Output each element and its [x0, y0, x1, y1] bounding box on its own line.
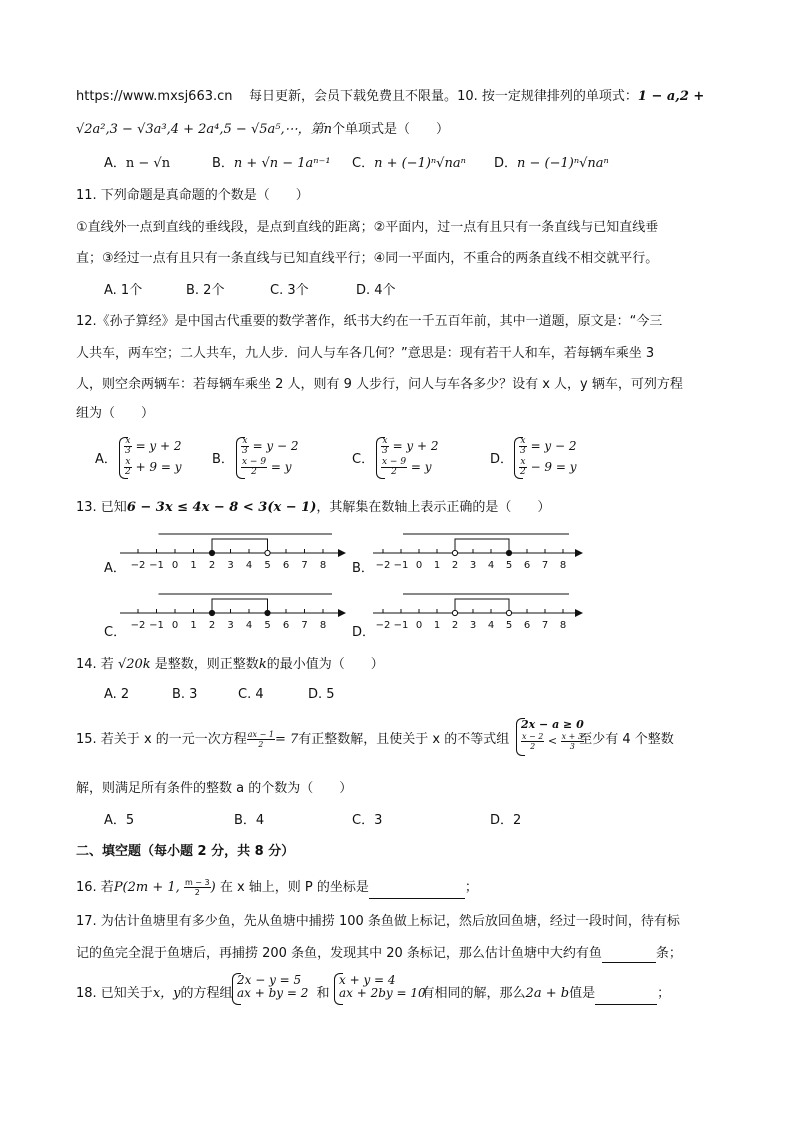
tick-label: 1: [190, 560, 197, 571]
equation-system-1: 2x − y = 5 ax + by = 2: [237, 973, 309, 1000]
open-dot: [452, 550, 457, 555]
tick-label: 8: [319, 620, 327, 631]
tick-label: 8: [319, 560, 327, 571]
solution-interval: [455, 599, 509, 613]
q17-text-1: 17. 为估计鱼塘里有多少鱼，先从鱼塘中捕捞 100 条鱼做上标记，然后放回鱼塘，经过一段时间，待有标: [76, 914, 680, 929]
q11-text-1: ①直线外一点到直线的垂线段，是点到直线的距离；②平面内，过一点有且只有一条直线与已知直线垂: [76, 220, 659, 235]
number-line-d[interactable]: [373, 588, 583, 636]
tick-label: 4: [245, 620, 253, 631]
q16-stem: 16. 若P(2m + 1, $\frac{m - 3}{2}$ ) 在 x 轴上，则 P 的坐标是 ；: [76, 878, 478, 897]
tick-label: 3: [469, 560, 477, 571]
tick-label: 2: [451, 620, 459, 631]
number-line-a[interactable]: [120, 528, 346, 576]
answer-blank-q18[interactable]: [595, 990, 657, 1005]
tick-label: 1: [433, 560, 441, 571]
q10-stem-end: 个单项式是（ ）: [331, 122, 449, 137]
q15-stem: 15. 若关于 x 的一元一次方程 $\frac{ax - 1}{2}$ = 7有正整数解，且使关于 x 的不等式组 至少有 4 个整数: [76, 730, 674, 749]
number-line-c[interactable]: [120, 588, 346, 636]
q15-option-c[interactable]: C．3: [352, 813, 383, 828]
tick-label: 4: [487, 620, 495, 631]
q11-stem: 11. 下列命题是真命题的个数是（ ）: [76, 188, 309, 203]
q14-radical: √20k: [117, 657, 151, 672]
inequality-system: 2x − a ≥ 0 $\frac{x - 2}{2}$ < $\frac{x + 3}{3}$: [521, 718, 584, 751]
solid-dot: [506, 550, 511, 555]
tick-label: −1: [149, 560, 164, 571]
q13-option-a-label[interactable]: A．: [104, 561, 126, 576]
solid-dot: [265, 610, 270, 615]
tick-label: 7: [301, 560, 308, 571]
tick-label: 1: [433, 620, 441, 631]
tick-label: 7: [541, 560, 549, 571]
tick-label: 0: [171, 560, 179, 571]
tick-label: −2: [130, 620, 146, 631]
tick-label: 6: [523, 560, 531, 571]
q15-option-d[interactable]: D．2: [490, 813, 522, 828]
tick-label: 2: [208, 560, 216, 571]
equation-system: $\frac{x}{3}$ = y + 2 $\frac{x}{2}$ + 9 = y: [125, 436, 182, 477]
open-dot: [265, 550, 270, 555]
tick-label: 3: [227, 620, 234, 631]
tick-label: 2: [208, 620, 216, 631]
tick-label: 5: [264, 620, 271, 631]
q11-text-2: 直；③经过一点有且只有一条直线与已知直线平行；④同一平面内，不重合的两条直线不相交就平行。: [76, 251, 659, 266]
tick-label: 6: [523, 620, 531, 631]
q10-sequence: √2a²,3 − √3a³,4 + 2a⁴,5 − √5a⁵,⋯，第: [76, 122, 324, 137]
axis-arrow: [575, 609, 583, 617]
q13-inequality: 6 − 3x ≤ 4x − 8 < 3(x − 1): [126, 500, 317, 515]
answer-blank-q17[interactable]: [602, 948, 656, 963]
q14-option-c[interactable]: C. 4: [238, 687, 264, 702]
q14-option-d[interactable]: D. 5: [308, 687, 335, 702]
q10-option-a[interactable]: A．n − √n: [104, 156, 171, 171]
tick-label: 3: [227, 560, 234, 571]
q15-option-a[interactable]: A．5: [104, 813, 135, 828]
tick-label: 8: [559, 620, 567, 631]
header-url[interactable]: https://www.mxsj663.cn: [76, 89, 233, 104]
q18-stem: 18. 已知关于x，y的方程组 和 有相同的解，那么2a + b值是 ；: [76, 983, 734, 1005]
solid-dot: [209, 610, 214, 615]
solution-interval: [212, 539, 268, 553]
tick-label: −1: [393, 620, 409, 631]
answer-blank-q16[interactable]: [369, 884, 465, 899]
tick-label: 7: [301, 620, 308, 631]
tick-label: 2: [451, 560, 459, 571]
equation-system: $\frac{x}{3}$ = y − 2 $\frac{x - 9}{2}$ = y: [242, 436, 299, 477]
q11-option-a[interactable]: A. 1个: [104, 283, 143, 298]
tick-label: −2: [375, 620, 391, 631]
tick-label: 7: [541, 620, 549, 631]
solid-dot: [209, 550, 214, 555]
tick-label: 6: [282, 560, 290, 571]
tick-label: −1: [149, 620, 164, 631]
q13-stem: 13. 已知6 − 3x ≤ 4x − 8 < 3(x − 1)，其解集在数轴上表示正确的是（ ）: [76, 500, 551, 515]
q14-option-a[interactable]: A. 2: [104, 687, 130, 702]
q13-option-c-label[interactable]: C．: [104, 625, 127, 640]
tick-label: 6: [282, 620, 290, 631]
q10-line2: [76, 121, 734, 139]
q13-option-b-label[interactable]: B．: [352, 561, 374, 576]
open-dot: [506, 610, 511, 615]
q11-option-d[interactable]: D. 4个: [356, 283, 396, 298]
tick-label: 5: [505, 560, 513, 571]
section-heading: 二、填空题（每小题 2 分，共 8 分）: [76, 844, 295, 859]
q12-text-2: 人共车，两车空；二人共车，九人步．问人与车各几何？”意思是：现有若干人和车，若每辆车乘坐 3: [76, 346, 655, 361]
tick-label: 0: [171, 620, 179, 631]
axis-arrow: [575, 549, 583, 557]
header-notice: 每日更新，会员下载免费且不限量。: [249, 89, 458, 104]
open-dot: [452, 610, 457, 615]
q10-sequence-start: 1 − a,2 +: [637, 89, 705, 104]
q10-option-b[interactable]: B．n + √n − 1aⁿ⁻¹: [212, 156, 331, 171]
tick-label: 0: [415, 620, 423, 631]
q11-option-b[interactable]: B. 2个: [186, 283, 225, 298]
q10-line1: [76, 88, 734, 106]
q14-option-b[interactable]: B. 3: [172, 687, 198, 702]
tick-label: 8: [559, 560, 567, 571]
tick-label: 0: [415, 560, 423, 571]
q15-option-b[interactable]: B．4: [234, 813, 265, 828]
solution-interval: [212, 599, 268, 613]
q14-stem: 14. 若 √20k 是整数，则正整数k的最小值为（ ）: [76, 657, 384, 672]
q13-option-d-label[interactable]: D．: [352, 625, 376, 640]
tick-label: 4: [245, 560, 253, 571]
equation-system: $\frac{x}{3}$ = y + 2 $\frac{x - 9}{2}$ = y: [382, 436, 439, 477]
q11-option-c[interactable]: C. 3个: [270, 283, 309, 298]
tick-label: 3: [469, 620, 477, 631]
number-line-b[interactable]: [373, 528, 583, 576]
tick-label: 5: [264, 560, 271, 571]
tick-label: −2: [375, 560, 391, 571]
tick-label: 5: [505, 620, 513, 631]
equation-system: $\frac{x}{3}$ = y − 2 $\frac{x}{2}$ − 9 = y: [520, 436, 577, 477]
tick-label: 4: [487, 560, 495, 571]
q10-option-c[interactable]: C．n + (−1)ⁿ√naⁿ: [352, 156, 466, 171]
axis-arrow: [338, 609, 346, 617]
q10-n: n: [323, 122, 332, 137]
q10-stem: 10. 按一定规律排列的单项式：: [457, 89, 638, 104]
tick-label: −1: [393, 560, 409, 571]
q12-text-4: 组为（ ）: [76, 406, 155, 421]
q12-text-3: 人，则空余两辆车：若每辆车乘坐 2 人，则有 9 人步行，问人与车各多少？设有 x 人，y 辆车，可列方程: [76, 377, 683, 392]
q12-text-1: 12.《孙子算经》是中国古代重要的数学著作，纸书大约在一千五百年前，其中一道题，原文是：“今三: [76, 314, 663, 329]
axis-arrow: [338, 549, 346, 557]
q17-text-2: 记的鱼完全混于鱼塘后，再捕捞 200 条鱼，发现其中 20 条标记，那么估计鱼塘中大约有鱼 条；: [76, 946, 682, 961]
q10-option-d[interactable]: D．n − (−1)ⁿ√naⁿ: [494, 156, 609, 171]
tick-label: 1: [190, 620, 197, 631]
equation-system-2: x + y = 4 ax + 2by = 10: [339, 973, 426, 1000]
solution-interval: [455, 539, 509, 553]
q15-text-2: 解，则满足所有条件的整数 a 的个数为（ ）: [76, 781, 353, 796]
tick-label: −2: [130, 560, 146, 571]
